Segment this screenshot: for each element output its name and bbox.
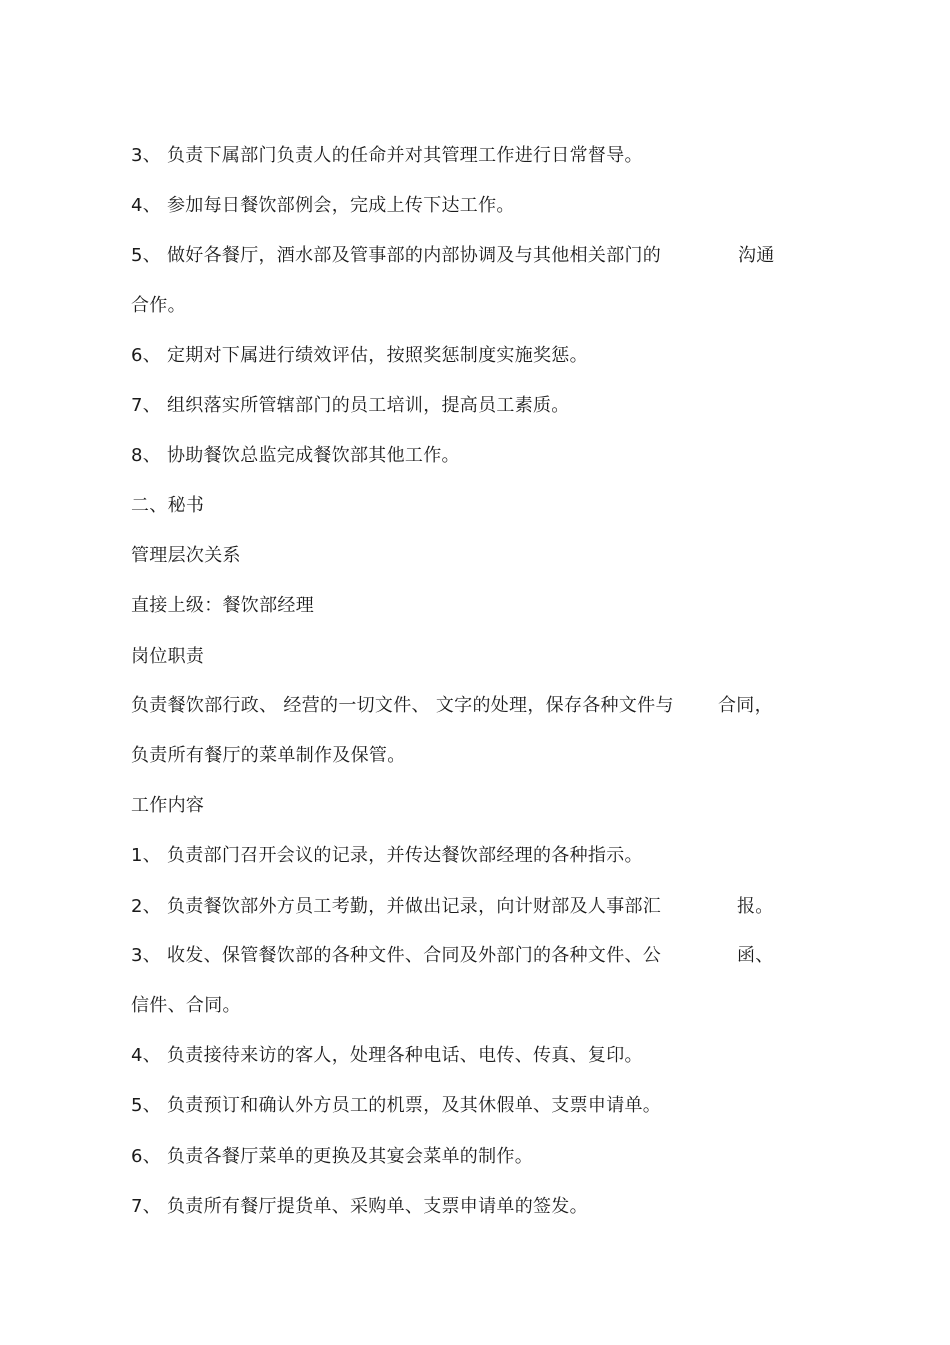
list-item [131,1195,588,1219]
item-text-tail: 报。 [737,896,774,917]
work-content-label: 工作内容 [131,795,205,816]
item-text: 负责各餐厅菜单的更换及其宴会菜单的制作。 [167,1146,533,1167]
item-text-tail: 沟通 [738,245,775,266]
list-item-continuation [131,294,186,318]
item-number: 2、 [131,896,162,917]
duties-paragraph-line: 负责所有餐厅的菜单制作及保管。 [131,745,406,766]
item-number: 8、 [131,445,162,466]
list-item [131,844,643,868]
list-item [131,344,588,368]
item-number: 5、 [131,1095,162,1116]
item-text: 负责所有餐厅提货单、采购单、支票申请单的签发。 [167,1196,588,1217]
item-text: 收发、保管餐饮部的各种文件、合同及外部门的各种文件、公 [167,945,662,966]
list-item [131,394,570,418]
list-item [131,1094,661,1118]
duties-paragraph-line [131,694,773,718]
item-number: 5、 [131,245,162,266]
item-text: 参加每日餐饮部例会，完成上传下达工作。 [167,195,515,216]
list-item [131,895,774,919]
item-text: 合作。 [131,295,186,316]
list-item [131,1044,643,1068]
hierarchy-label: 管理层次关系 [131,545,241,566]
item-number: 6、 [131,1146,162,1167]
list-item [131,244,775,268]
item-number: 1、 [131,845,162,866]
item-number: 3、 [131,145,162,166]
superior-line: 直接上级：餐饮部经理 [131,595,314,616]
item-number: 6、 [131,345,162,366]
list-item [131,944,774,968]
item-text: 负责下属部门负责人的任命并对其管理工作进行日常督导。 [167,145,643,166]
item-number: 7、 [131,395,162,416]
item-text: 负责接待来访的客人，处理各种电话、电传、传真、复印。 [167,1045,643,1066]
item-text: 信件、合同。 [131,995,241,1016]
item-text: 负责餐饮部外方员工考勤，并做出记录，向计财部及人事部汇 [167,896,662,917]
section-heading: 二、秘书 [131,495,205,516]
item-number: 3、 [131,945,162,966]
item-text-tail: 函、 [737,945,774,966]
item-text: 做好各餐厅，酒水部及管事部的内部协调及与其他相关部门的 [167,245,662,266]
list-item [131,144,643,168]
item-text: 定期对下属进行绩效评估，按照奖惩制度实施奖惩。 [167,345,588,366]
list-item-continuation [131,994,241,1018]
list-item [131,1145,533,1169]
item-number: 4、 [131,1045,162,1066]
item-text: 协助餐饮总监完成餐饮部其他工作。 [167,445,460,466]
duties-label: 岗位职责 [131,646,205,667]
duties-text: 负责餐饮部行政、 经营的一切文件、 文字的处理，保存各种文件与 [131,695,674,716]
item-text: 组织落实所管辖部门的员工培训，提高员工素质。 [167,395,570,416]
item-text: 负责预订和确认外方员工的机票，及其休假单、支票申请单。 [167,1095,662,1116]
item-number: 7、 [131,1196,162,1217]
item-number: 4、 [131,195,162,216]
list-item [131,194,515,218]
list-item [131,444,460,468]
duties-text-tail: 合同， [718,695,773,716]
item-text: 负责部门召开会议的记录，并传达餐饮部经理的各种指示。 [167,845,643,866]
